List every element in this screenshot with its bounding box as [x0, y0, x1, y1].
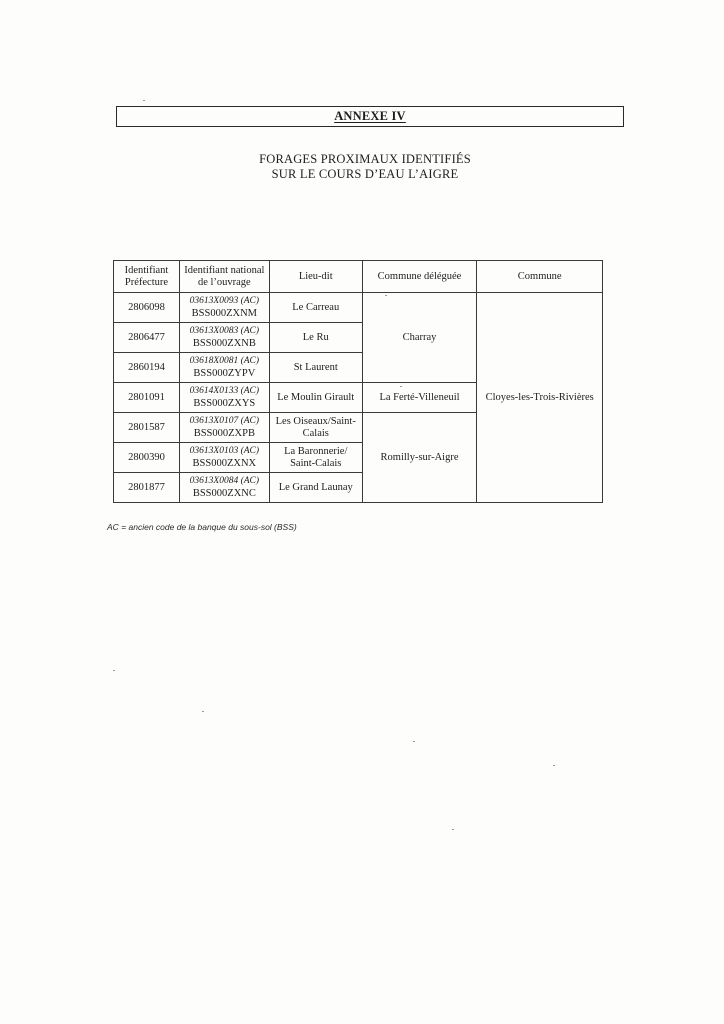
- ancien-code: 03613X0107 (AC): [189, 416, 260, 426]
- cell-lieu-dit: Le Carreau: [269, 293, 362, 323]
- cell-id-national: [179, 443, 269, 473]
- footnote: AC = ancien code de la banque du sous-sol (BSS): [107, 522, 297, 532]
- cell-lieu-dit: Les Oiseaux/Saint-Calais: [269, 413, 362, 443]
- cell-id-national: [179, 293, 269, 323]
- cell-id-prefecture: 2860194: [114, 353, 180, 383]
- cell-id-prefecture: 2806098: [114, 293, 180, 323]
- bss-code: BSS000ZXNC: [192, 487, 256, 499]
- scan-speck: [385, 295, 387, 296]
- cell-id-national: [179, 383, 269, 413]
- scan-speck: [143, 100, 145, 101]
- cell-commune-deleguee: Charray: [362, 293, 477, 383]
- table-header-row: [114, 261, 603, 293]
- header-id-prefecture: Identifiant Préfecture: [114, 261, 180, 293]
- bss-code: BSS000ZXPB: [193, 427, 255, 439]
- cell-id-national: [179, 323, 269, 353]
- heading-line-1: FORAGES PROXIMAUX IDENTIFIÉS: [259, 152, 471, 166]
- cell-lieu-dit: La Baronnerie/ Saint-Calais: [269, 443, 362, 473]
- cell-commune: Cloyes-les-Trois-Rivières: [477, 293, 603, 503]
- bss-code: BSS000ZXNX: [192, 457, 257, 469]
- scan-speck: [413, 741, 415, 742]
- ancien-code: 03618X0081 (AC): [189, 356, 260, 366]
- scan-speck: [113, 670, 115, 671]
- ancien-code: 03613X0084 (AC): [189, 476, 260, 486]
- annex-title: ANNEXE IV: [334, 109, 406, 123]
- ancien-code: 03613X0103 (AC): [189, 446, 260, 456]
- cell-lieu-dit: St Laurent: [269, 353, 362, 383]
- cell-id-national: [179, 353, 269, 383]
- cell-id-prefecture: 2801091: [114, 383, 180, 413]
- ancien-code: 03613X0083 (AC): [189, 326, 260, 336]
- cell-commune-deleguee: La Ferté-Villeneuil: [362, 383, 477, 413]
- bss-code: BSS000ZYPV: [193, 367, 256, 379]
- scan-speck: [400, 386, 402, 387]
- cell-id-prefecture: 2801587: [114, 413, 180, 443]
- scan-speck: [553, 765, 555, 766]
- bss-code: BSS000ZXNM: [191, 307, 258, 319]
- cell-id-national: [179, 473, 269, 503]
- cell-id-national: [179, 413, 269, 443]
- scan-speck: [202, 711, 204, 712]
- scan-speck: [452, 829, 454, 830]
- header-id-national: Identifiant national de l’ouvrage: [179, 261, 269, 293]
- header-lieu-dit: Lieu-dit: [269, 261, 362, 293]
- wells-table: [113, 260, 603, 503]
- cell-lieu-dit: Le Ru: [269, 323, 362, 353]
- header-commune: Commune: [477, 261, 603, 293]
- heading-line-2: SUR LE COURS D’EAU L’AIGRE: [271, 167, 459, 181]
- table-row: [114, 293, 603, 323]
- bss-code: BSS000ZXNB: [192, 337, 256, 349]
- cell-commune-deleguee: Romilly-sur-Aigre: [362, 413, 477, 503]
- annex-title-box: [116, 106, 624, 127]
- bss-code: BSS000ZXYS: [193, 397, 256, 409]
- header-commune-deleguee: Commune déléguée: [362, 261, 477, 293]
- ancien-code: 03613X0093 (AC): [189, 296, 260, 306]
- cell-id-prefecture: 2800390: [114, 443, 180, 473]
- cell-id-prefecture: 2806477: [114, 323, 180, 353]
- cell-lieu-dit: Le Grand Launay: [269, 473, 362, 503]
- cell-lieu-dit: Le Moulin Girault: [269, 383, 362, 413]
- ancien-code: 03614X0133 (AC): [189, 386, 260, 396]
- cell-id-prefecture: 2801877: [114, 473, 180, 503]
